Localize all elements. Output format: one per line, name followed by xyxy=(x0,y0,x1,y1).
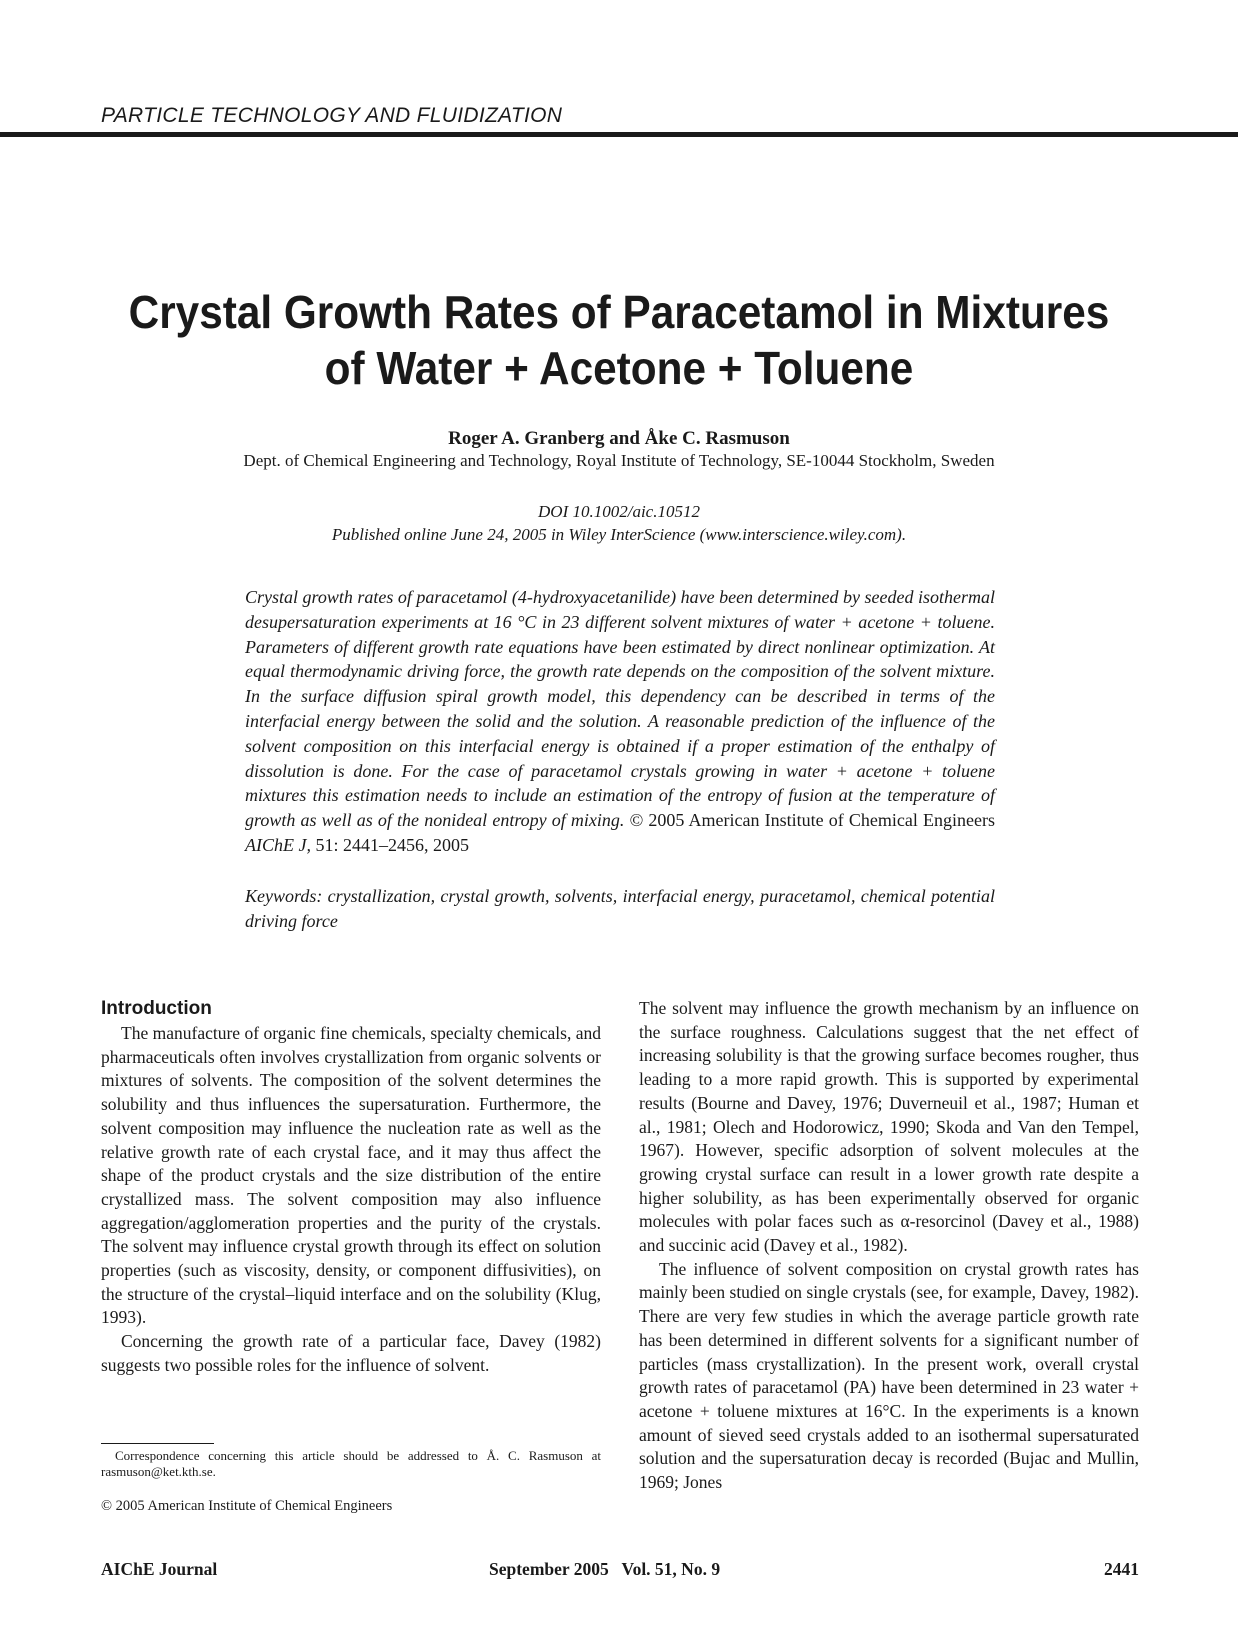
abstract-journal: AIChE J, xyxy=(245,834,311,855)
title-line-1: Crystal Growth Rates of Paracetamol in Mixtures xyxy=(128,286,1110,338)
abstract-body: Crystal growth rates of paracetamol (4-hydroxyacetanilide) have been determined by seeded isothermal desupersaturation experiments at 16 °C in 23 different solvent mixtures of water + acetone + toluene. Parameters of different growth rate equations have been estimated by direct nonlinear optimization. At equal thermodynamic driving force, the growth rate depends on the composition of the solvent mixture. In the surface diffusion spiral growth model, this dependency can be described in terms of the interfacial energy between the solid and the solution. A reasonable prediction of the influence of the solvent composition on this interfacial energy is obtained if a proper estimation of the enthalpy of dissolution is done. For the case of paracetamol crystals growing in water + acetone + toluene mixtures this estimation needs to include an estimation of the entropy of fusion at the temperature of growth as well as of the nonideal entropy of mixing. xyxy=(245,587,995,831)
abstract xyxy=(245,585,995,858)
intro-paragraph-2: Concerning the growth rate of a particular face, Davey (1982) suggests two possible roles for the influence of solvent. xyxy=(101,1331,601,1375)
section-header: PARTICLE TECHNOLOGY AND FLUIDIZATION xyxy=(101,104,563,127)
copyright-notice: © 2005 American Institute of Chemical Engineers xyxy=(101,1498,393,1514)
title-line-2: of Water + Acetone + Toluene xyxy=(324,342,914,394)
paper-title xyxy=(105,284,1134,396)
footer-issue: September 2005 Vol. 51, No. 9 xyxy=(489,1559,721,1579)
authors: Roger A. Granberg and Åke C. Rasmuson xyxy=(448,428,790,449)
abstract-citation: 51: 2441–2456, 2005 xyxy=(315,834,469,855)
doi: DOI 10.1002/aic.10512 xyxy=(538,502,700,521)
intro-paragraph-1: The manufacture of organic fine chemicals, specialty chemicals, and pharmaceuticals often involves crystallization from organic solvents or mixtures of solvents. The composition of the solvent determines the solubility and thus influences the supersaturation. Furthermore, the solvent composition may influence the nucleation rate as well as the relative growth rate of each crystal face, and it may thus affect the shape of the product crystals and the size distribution of the entire crystallized mass. The solvent composition may also influence aggregation/agglomeration properties and the purity of the crystals. The solvent may influence crystal growth through its effect on solution properties (such as viscosity, density, or component diffusivities), on the structure of the crystal–liquid interface and on the solubility (Klug, 1993). xyxy=(101,1023,601,1328)
correspondence-footnote xyxy=(101,1448,601,1480)
footnote-rule xyxy=(101,1443,214,1444)
affiliation: Dept. of Chemical Engineering and Technology, Royal Institute of Technology, SE-10044 Stockholm, Sweden xyxy=(243,451,995,470)
footer-page-number: 2441 xyxy=(1104,1559,1139,1579)
keywords: Keywords: crystallization, crystal growth, solvents, interfacial energy, puracetamol, chemical potential driving force xyxy=(245,886,995,931)
left-column xyxy=(101,996,601,1378)
footer-journal: AIChE Journal xyxy=(101,1559,218,1579)
introduction-heading: Introduction xyxy=(101,998,212,1019)
abstract-copyright: © 2005 American Institute of Chemical Engineers xyxy=(629,810,996,831)
published-online: Published online June 24, 2005 in Wiley InterScience (www.interscience.wiley.com). xyxy=(331,525,907,544)
right-column xyxy=(639,997,1139,1495)
intro-paragraph-4: The influence of solvent composition on crystal growth rates has mainly been studied on single crystals (see, for example, Davey, 1982). There are very few studies in which the average particle growth rate has been determined in different solvents for a significant number of particles (mass crystallization). In the present work, overall crystal growth rates of paracetamol (PA) have been determined in 23 water + acetone + toluene mixtures at 16°C. In the experiments is a known amount of sieved seed crystals added to an isothermal supersaturated solution and the supersaturation decay is recorded (Bujac and Mullin, 1969; Jones xyxy=(639,1258,1139,1493)
header-rule xyxy=(0,132,1238,137)
footnote-text: Correspondence concerning this article should be addressed to Å. C. Rasmuson at rasmuson@ket.kth.se. xyxy=(101,1448,601,1479)
intro-paragraph-3: The solvent may influence the growth mechanism by an influence on the surface roughness. Calculations suggest that the net effect of increasing solubility is that the growing surface becomes rougher, thus leading to a more rapid growth. This is supported by experimental results (Bourne and Davey, 1976; Duverneuil et al., 1987; Human et al., 1981; Olech and Hodorowicz, 1990; Skoda and Van den Tempel, 1967). However, specific adsorption of solvent molecules at the growing crystal surface can result in a lower growth rate despite a higher solubility, as has been experimentally observed for organic molecules with polar faces such as α-resorcinol (Davey et al., 1988) and succinic acid (Davey et al., 1982). xyxy=(639,998,1139,1256)
